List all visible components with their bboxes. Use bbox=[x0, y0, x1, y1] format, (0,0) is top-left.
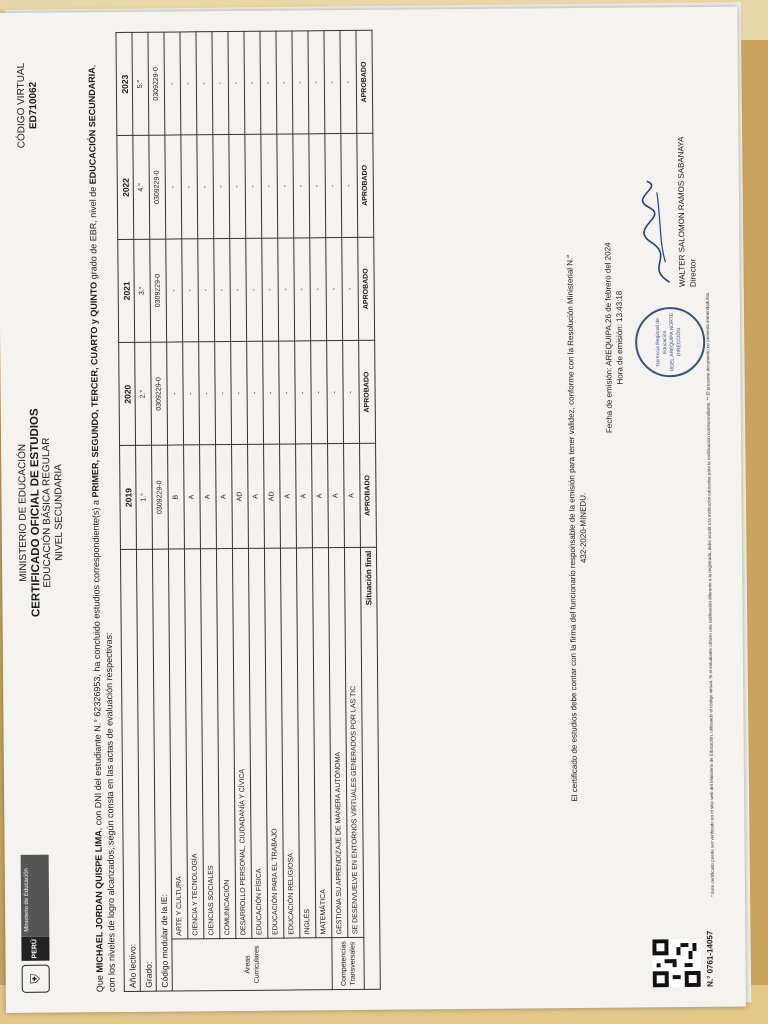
subject-name: CIENCIA Y TECNOLOGÍA bbox=[184, 549, 203, 940]
official-seal bbox=[635, 307, 706, 378]
score-cell: A bbox=[312, 444, 329, 547]
signer-block bbox=[675, 67, 699, 287]
subject-name: ARTE Y CULTURA bbox=[168, 549, 187, 940]
score-cell: - bbox=[342, 237, 359, 340]
score-cell: - bbox=[294, 238, 311, 341]
score-cell: - bbox=[247, 341, 264, 444]
subject-name: MATEMÁTICA bbox=[312, 547, 331, 938]
seal-text: UGEL AREQUIPA NORTE bbox=[668, 312, 676, 372]
score-cell: A bbox=[328, 444, 345, 547]
grade-cell: 2.° bbox=[135, 342, 152, 445]
modular-code-cell: 0309229-0 bbox=[149, 135, 166, 238]
grade-cell: 3.° bbox=[134, 239, 151, 342]
virtual-code-value: ED710062 bbox=[27, 81, 40, 130]
score-cell: - bbox=[245, 135, 262, 238]
score-cell: AD bbox=[264, 445, 281, 548]
score-cell: - bbox=[260, 31, 277, 135]
statement-part-1: Que bbox=[94, 972, 105, 993]
level-name: NIVEL SECUNDARIA bbox=[53, 464, 66, 562]
score-cell: - bbox=[308, 31, 325, 135]
subject-name: EDUCACIÓN PARA EL TRABAJO bbox=[264, 548, 283, 939]
signer-role: Director bbox=[688, 258, 698, 288]
score-cell: - bbox=[292, 31, 309, 135]
score-cell: - bbox=[276, 31, 293, 135]
year-cell: 2023 bbox=[116, 32, 133, 136]
validity-note: El certificado de estudios debe contar con la firma del funcionario responsable de la emisión para tener validez, conforme con la Resolución Ministerial N.° 432-2020-MINEDU. bbox=[565, 254, 589, 802]
score-cell: - bbox=[212, 32, 229, 136]
score-cell: - bbox=[263, 341, 280, 444]
grade-label: Grado: bbox=[136, 549, 156, 991]
education-level: EDUCACIÓN SECUNDARIA bbox=[86, 67, 98, 185]
subject-name: EDUCACIÓN RELIGIOSA bbox=[280, 548, 299, 939]
area-group-label: Áreas Curriculares bbox=[172, 938, 332, 991]
final-status-cell: APROBADO bbox=[358, 237, 375, 340]
grade-cell: 1.° bbox=[136, 446, 153, 549]
score-cell: - bbox=[309, 134, 326, 237]
score-cell: - bbox=[326, 237, 343, 340]
emission-time: Hora de emisión: 13:43:18 bbox=[614, 290, 625, 385]
certificate-sheet bbox=[0, 7, 746, 1013]
score-cell: - bbox=[183, 342, 200, 445]
score-cell: - bbox=[295, 341, 312, 444]
emission-info bbox=[602, 208, 626, 468]
score-cell: - bbox=[182, 239, 199, 342]
virtual-code-block bbox=[16, 63, 41, 149]
modular-code-cell: 0309229-0 bbox=[150, 239, 167, 342]
score-cell: - bbox=[180, 32, 197, 136]
certificate-title: CERTIFICADO OFICIAL DE ESTUDIOS bbox=[28, 408, 43, 618]
score-cell: - bbox=[199, 342, 216, 445]
score-cell: - bbox=[324, 31, 341, 135]
score-cell: - bbox=[246, 238, 263, 341]
score-cell: - bbox=[340, 30, 357, 134]
score-cell: - bbox=[213, 135, 230, 238]
score-cell: - bbox=[231, 341, 248, 444]
signature-icon bbox=[639, 177, 680, 287]
score-cell: - bbox=[167, 342, 184, 445]
score-cell: - bbox=[229, 135, 246, 238]
score-cell: - bbox=[278, 238, 295, 341]
score-cell: - bbox=[262, 238, 279, 341]
certificate-number: N.° 0761-14057 bbox=[705, 930, 715, 987]
score-cell: A bbox=[184, 445, 201, 548]
score-cell: - bbox=[215, 342, 232, 445]
score-cell: - bbox=[311, 341, 328, 444]
title-block bbox=[13, 32, 69, 992]
score-cell: A bbox=[216, 445, 233, 548]
year-cell: 2020 bbox=[119, 342, 136, 445]
score-cell: A bbox=[280, 444, 297, 547]
ministry-logo: Ministerio de Educación bbox=[21, 855, 50, 937]
grades-table bbox=[115, 30, 380, 992]
peru-logo: PERÚ bbox=[21, 937, 49, 961]
seal-text: Gerencia Regional de Educación bbox=[654, 318, 669, 367]
final-status-cell: APROBADO bbox=[360, 444, 377, 547]
score-cell: A bbox=[296, 444, 313, 547]
year-cell: 2019 bbox=[120, 446, 137, 549]
grade-cell: 5.° bbox=[132, 32, 149, 136]
score-cell: - bbox=[197, 135, 214, 238]
score-cell: - bbox=[325, 134, 342, 237]
qr-code-icon bbox=[652, 939, 700, 987]
score-cell: A bbox=[248, 445, 265, 548]
modular-code-cell: 0309229-0 bbox=[152, 446, 169, 549]
score-cell: - bbox=[310, 237, 327, 340]
subject-name: DESARROLLO PERSONAL, CIUDADANÍA Y CÍVICA bbox=[232, 548, 251, 939]
ministry-title: MINISTERIO DE EDUCACIÓN bbox=[17, 443, 30, 582]
statement-part-4: , con los niveles de logro alcanzados, según consta en las actas de evaluación respectivas: bbox=[86, 64, 117, 993]
virtual-code-label: CÓDIGO VIRTUAL bbox=[15, 62, 28, 149]
score-cell: - bbox=[164, 32, 181, 136]
score-cell: - bbox=[228, 31, 245, 135]
year-label: Año lectivo: bbox=[120, 549, 140, 991]
subject-name: EDUCACIÓN FÍSICA bbox=[248, 548, 267, 939]
score-cell: A bbox=[200, 445, 217, 548]
score-cell: - bbox=[198, 238, 215, 341]
subject-name: CIENCIAS SOCIALES bbox=[200, 548, 219, 939]
score-cell: - bbox=[181, 135, 198, 238]
emission-date: Fecha de emisión: AREQUIPA,26 de febrero del 2024 bbox=[603, 242, 614, 434]
fine-print: * Este certificado puede ser verificado en el sitio web del Ministerio de Educación, utilizando el código virtual. Si el estudiante obtuvo una calificación diferente a la registrada, debe acudir a la institución educativa para la rectificación correspondiente. ** El presente documento no presenta enmendaduras. bbox=[704, 291, 716, 897]
subject-name: INGLÉS bbox=[296, 548, 315, 939]
grades-completed: PRIMER, SEGUNDO, TERCER, CUARTO y QUINTO bbox=[88, 281, 101, 498]
final-status-cell: APROBADO bbox=[357, 134, 374, 237]
score-cell: B bbox=[168, 445, 185, 548]
subject-name: COMUNICACIÓN bbox=[216, 548, 235, 939]
final-status-cell: APROBADO bbox=[356, 30, 373, 134]
score-cell: AD bbox=[232, 445, 249, 548]
score-cell: - bbox=[214, 238, 231, 341]
year-cell: 2022 bbox=[117, 136, 134, 239]
statement-part-2: , con DNI del estudiante N.° 62326953, ha concluido estudios correspondiente(s) a bbox=[90, 497, 104, 831]
score-cell: - bbox=[166, 239, 183, 342]
score-cell: - bbox=[279, 341, 296, 444]
certificate-footer bbox=[562, 27, 740, 988]
competency-name: GESTIONA SU APRENDIZAJE DE MANERA AUTÓNOMA bbox=[328, 547, 347, 938]
score-cell: - bbox=[293, 134, 310, 237]
year-cell: 2021 bbox=[118, 239, 135, 342]
coat-of-arms-icon: ⛨ bbox=[22, 965, 50, 993]
student-name: MICHAEL JORDAN QUISPE LIMA bbox=[93, 830, 105, 973]
signer-name: WALTER SALOMON RAMOS SABANAYA bbox=[676, 136, 687, 288]
score-cell: - bbox=[196, 32, 213, 136]
modular-code-cell: 0309229-0 bbox=[148, 32, 165, 136]
competency-name: SE DESENVUELVE EN ENTORNOS VIRTUALES GENERADOS POR LAS TIC bbox=[344, 547, 363, 938]
modular-code-label: Código modular de la IE: bbox=[152, 549, 172, 991]
score-cell: - bbox=[343, 340, 360, 443]
score-cell: - bbox=[341, 134, 358, 237]
modular-code-cell: 0309229-0 bbox=[151, 342, 168, 445]
competencies-label: Competencias Transversales bbox=[332, 938, 364, 990]
final-situation-label: Situación final bbox=[360, 547, 380, 989]
score-cell: - bbox=[230, 238, 247, 341]
score-cell: - bbox=[165, 135, 182, 238]
score-cell: - bbox=[261, 134, 278, 237]
score-cell: A bbox=[344, 444, 361, 547]
grade-cell: 4.° bbox=[133, 136, 150, 239]
score-cell: - bbox=[327, 341, 344, 444]
statement-part-3: grado de EBR, nivel de bbox=[87, 184, 99, 282]
final-status-cell: APROBADO bbox=[359, 340, 376, 443]
seal-text: DIRECCIÓN bbox=[676, 328, 683, 357]
score-cell: - bbox=[244, 31, 261, 135]
score-cell: - bbox=[277, 134, 294, 237]
program-name: EDUCACIÓN BÁSICA REGULAR bbox=[40, 437, 54, 588]
